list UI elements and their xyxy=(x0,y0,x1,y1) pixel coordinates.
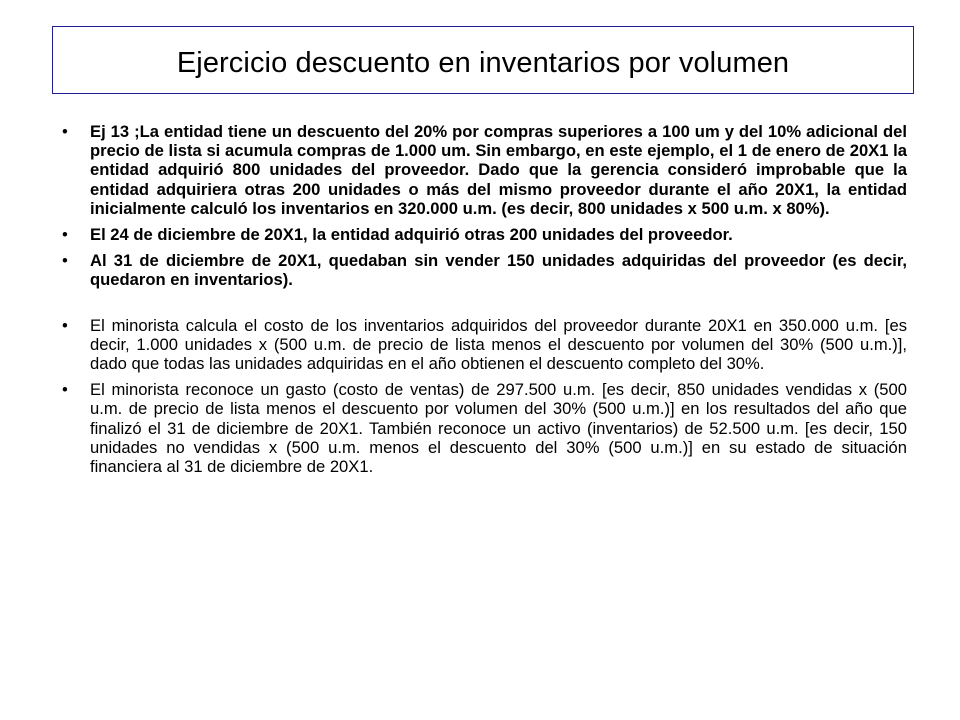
bullet-icon: • xyxy=(62,225,68,245)
bullet-item-2 xyxy=(62,225,907,244)
slide-body xyxy=(62,122,907,483)
bullet-item-1 xyxy=(62,122,907,218)
bullet-icon: • xyxy=(62,315,68,335)
slide-title: Ejercicio descuento en inventarios por volumen xyxy=(176,46,790,79)
bullet-text: Al 31 de diciembre de 20X1, quedaban sin vender 150 unidades adquiridas del proveedor (es decir, quedaron en inventarios). xyxy=(90,251,907,290)
bullet-icon: • xyxy=(62,380,68,400)
bullet-text: Ej 13 ;La entidad tiene un descuento del 20% por compras superiores a 100 um y del 10% adicional del precio de lista si acumula compras de 1.000 um. Sin embargo, en este ejemplo, el 1 de enero de 20X1 la entidad adquirió 800 unidades del proveedor. Dado que la gerencia consideró improbable que la entidad adquiriera otras 200 unidades o más del mismo proveedor durante el año 20X1, la entidad inicialmente calculó los inventarios en 320.000 u.m. (es decir, 800 unidades x 500 u.m. x 80%). xyxy=(90,122,907,218)
bullet-text: El minorista calcula el costo de los inventarios adquiridos del proveedor durante 20X1 en 350.000 u.m. [es decir, 1.000 unidades x (500 u.m. de precio de lista menos el descuento por volumen del 30% (500 u.m.)], dado que todas las unidades adquiridas en el año obtienen el descuento completo del 30%. xyxy=(90,315,907,374)
bullet-icon: • xyxy=(62,251,68,271)
bullet-icon: • xyxy=(62,122,68,141)
title-frame xyxy=(52,26,914,94)
bullet-item-3 xyxy=(62,251,907,289)
bullet-text: El 24 de diciembre de 20X1, la entidad adquirió otras 200 unidades del proveedor. xyxy=(90,225,733,245)
bullet-item-4 xyxy=(62,316,907,374)
bullet-item-5 xyxy=(62,380,907,476)
bullet-text: El minorista reconoce un gasto (costo de ventas) de 297.500 u.m. [es decir, 850 unidades vendidas x (500 u.m. de precio de lista menos el descuento por volumen del 30% (500 u.m.)] en los resultados del año que finalizó el 31 de diciembre de 20X1. También reconoce un activo (inventarios) de 52.500 u.m. [es decir, 150 unidades no vendidas x (500 u.m. menos el descuento del 30% (500 u.m.)] en su estado de situación financiera al 31 de diciembre de 20X1. xyxy=(90,380,907,477)
